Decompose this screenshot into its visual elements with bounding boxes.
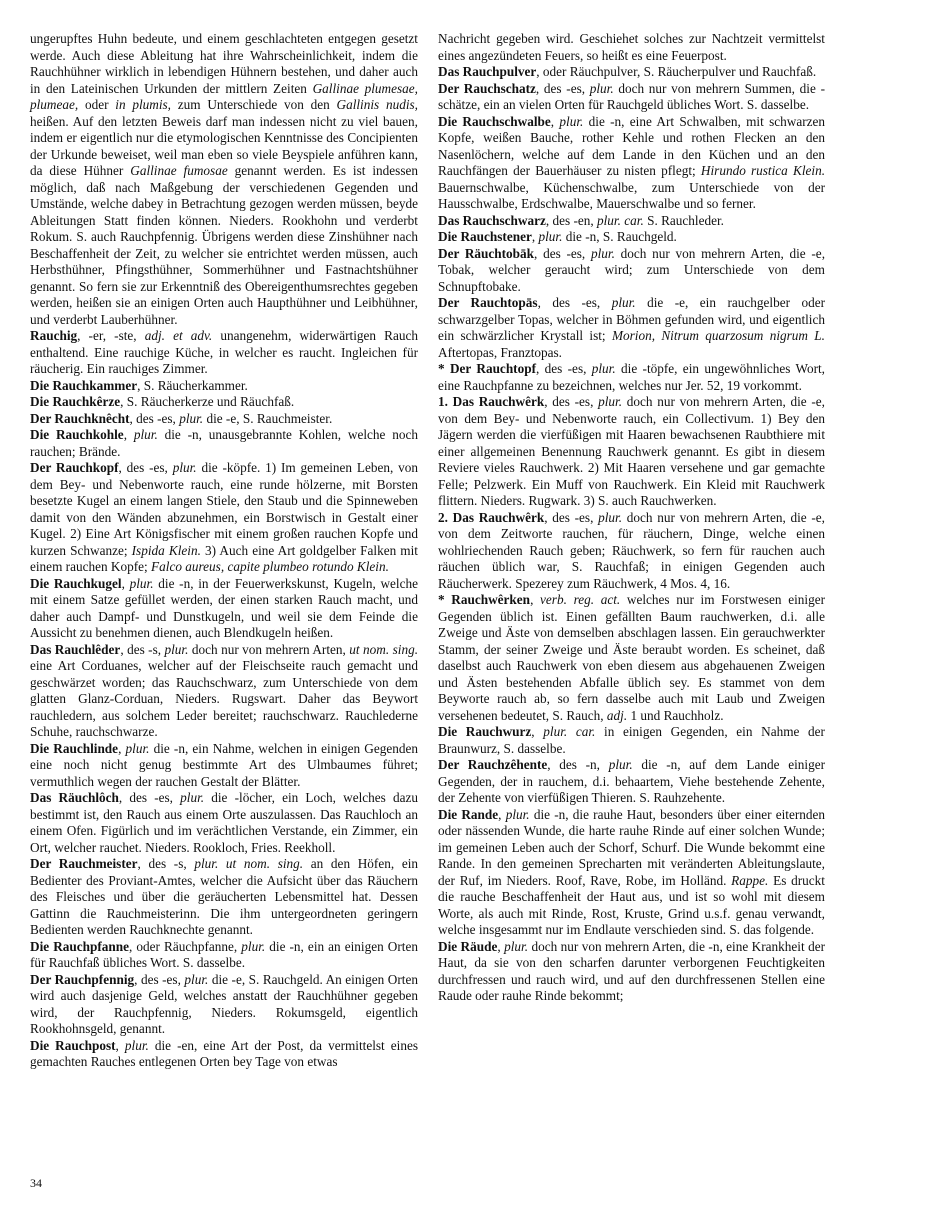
dictionary-entry: * Der Rauchtopf, des -es, plur. die -töpfe, ein ungewöhnliches Wort, eine Rauchpfanne zu bezeichnen, welches nur Jer. 52, 19 vorkommt. (438, 361, 825, 393)
dictionary-entry: Nachricht gegeben wird. Geschiehet solches zur Nachtzeit vermittelst eines angezündeten Feuers, so heißt es eine Feuerpost. (438, 31, 825, 63)
dictionary-entry: Die Rauchkammer, S. Räucherkammer. (30, 377, 248, 393)
dictionary-entry: ungerupftes Huhn bedeute, und einem geschlachteten entgegen gesetzt werde. Auch diese Ableitung hat ihre Wahrscheinlichkeit, indem die Rauchhühner wirklich in lebendigen Hühnern bestehen, und daher auch in den Lateinischen Urkunden der mittlern Zeiten Gallinae plumesae, plumeae, oder in plumis, zum Unterschiede von den Gallinis nudis, heißen. Auf den letzten Beweis darf man indessen nicht zu viel bauen, indem er eigentlich nur die etymologischen Kenntnisse des Concipienten der Urkunde beweiset, weil man eben so viele Beyspiele anführen kann, da diese Hühner Gallinae fumosae genannt werden. Es ist indessen möglich, daß nach Maßgebung der verschiedenen Gegenden und Umstände, welche dabey in Betrachtung gezogen werden müssen, beyde Ableitungen Statt finden können. Nieders. Rookhohn und verderbt Rokum. S. auch Rauchpfennig. Übrigens werden diese Zinshühner nach Beschaffenheit der Zeit, zu welcher sie entrichtet werden müssen, auch Herbsthühner, Pfingsthühner, Sommerhühner und Fastnachtshühner genannt. So fern sie zur Erkenntniß des Obereigenthumsrechtes gegeben werden, heißen sie an einigen Orten auch Haupthühner und Leibhühner, und verderbt Lauberhühner. (30, 31, 419, 327)
left-column (30, 31, 418, 1071)
dictionary-entry: Der Rauchmeister, des -s, plur. ut nom. sing. an den Höfen, ein Bedienter des Proviant-Amtes, welcher die Aufsicht über das Räuchern des Fleisches und über die geräucherten Lebensmittel hat. Dessen Gattinn die Rauchmeisterinn. Die ihm untergeordneten geringern Bedienten werden Rauchknechte genannt. (30, 856, 419, 937)
dictionary-entry: Der Rauchkopf, des -es, plur. die -köpfe. 1) Im gemeinen Leben, von dem Bey- und Nebenworte rauch, eine runde hölzerne, mit Borsten besetzte Kugel an einem langen Stiele, den Staub und die Spinneweben damit von den Wänden abzunehmen, ein Borstwisch in Gestalt einer Kugel. 2) Eine Art Königsfischer mit einem großen rauchen Kopfe und kurzen Schwanze; Ispida Klein. 3) Auch eine Art goldgelber Falken mit einem rauchen Kopfe; Falco aureus, capite plumbeo rotundo Klein. (30, 460, 418, 574)
dictionary-entry: 2. Das Rauchwêrk, des -es, plur. doch nur von mehrern Arten, die -e, von dem Zeitworte rauchen, für räuchern, Dinge, welche einen wohlriechenden Rauch geben; Räuchwerk, so fern für rauchen auch räuchen üblich war, S. Rauchfaß; in einigen Gegenden auch Räucherwerk. Spezerey zum Räuchwerk, 4 Mos. 4, 16. (438, 509, 825, 591)
dictionary-entry: Der Rauchzêhente, des -n, plur. die -n, auf dem Lande einiger Gegenden, der in rauchem, d.i. behaartem, Viehe bestehende Zehente, der Zehente von vierfüßigen Thieren. S. Rauhzehente. (438, 757, 825, 805)
dictionary-entry: Das Räuchlôch, des -es, plur. die -löcher, ein Loch, welches dazu bestimmt ist, den Rauch aus einem Orte auszulassen. Das Rauchloch an einem Ofen. Figürlich und im verächtlichen Verstande, ein Zimmer, ein Ort, welcher rauchet. Nieders. Rookloch, Fries. Reekholl. (30, 790, 418, 855)
dictionary-entry: Die Rande, plur. die -n, die rauhe Haut, besonders über einer eiternden oder nässenden Wunde, die harte rauhe Rinde auf einer solchen Wunde; im gemeinen Leben auch der Schorf, Schurf. Die Wunde bekommt eine Rande. In den gemeinen Sprecharten mit veränderten Ableitungslaute, der Ruf, im Nieders. Roof, Rave, Robe, im Holländ. Rappe. Es druckt die rauche Beschaffenheit der Haut aus, und ist so wohl mit diesem Worte, als auch mit Rinde, Rost, Kruste, Grind u.s.f. genau verwandt, welche insgesammt nur im Endlaute verschieden sind. S. das folgende. (438, 806, 825, 937)
right-column (438, 31, 825, 1005)
dictionary-entry: Das Rauchlêder, des -s, plur. doch nur von mehrern Arten, ut nom. sing. eine Art Corduanes, welcher auf der Fleischseite rauch gemacht und geschwärzet worden; das Rauchschwarz, zum Unterschiede von dem glatten Glanz-Corduan, Nieders. Rugswart. Daher das Beywort rauchledern, aus solchem Leder bereitet; rauchschwarz. Rauchlederne Schuhe, rauchschwarze. (30, 641, 419, 739)
dictionary-entry: Das Rauchschwarz, des -en, plur. car. S. Rauchleder. (438, 212, 724, 228)
dictionary-entry: Das Rauchpulver, oder Räuchpulver, S. Räucherpulver und Rauchfaß. (438, 64, 817, 79)
dictionary-entry: Die Rauchschwalbe, plur. die -n, eine Art Schwalben, mit schwarzen Kopfe, weißen Bauche, rother Kehle und rothen Flecken an den Nasenlöchern, welche auf dem Lande in den Küchen und an den Rauchfängen der Bauerhäuser zu nisten pflegt; Hirundo rustica Klein. Bauernschwalbe, Küchenschwalbe, zum Unterschiede von der Hausschwalbe, Erdschwalbe, Mauerschwalbe und so ferner. (438, 113, 826, 211)
dictionary-entry: Die Rauchlinde, plur. die -n, ein Nahme, welchen in einigen Gegenden eine noch nicht genug bestimmte Art des Ulmbaumes führet; vermuthlich wegen der rauchen Gestalt der Blätter. (30, 740, 418, 789)
dictionary-entry: Die Rauchkohle, plur. die -n, unausgebrannte Kohlen, welche noch rauchen; Brände. (30, 427, 419, 459)
dictionary-entry: 1. Das Rauchwêrk, des -es, plur. doch nur von mehrern Arten, die -e, von dem Bey- und Nebenworte rauch, ein Collectivum. 1) Bey den Jägern werden die vierfüßigen mit Haaren bewachsenen Raubthiere mit einer allgemeinen Benennung Rauchwerk genannt. Es gibt in diesem Reviere vieles Rauchwerk. 2) Mit Haaren versehene und gar gemachte Felle; Pelzwerk. Ein Muff von Rauchwerk. Ein Kleid mit Rauchwerk flittern. Nieders. Rugwark. 3) S. auch Rauchwerken. (438, 394, 825, 508)
dictionary-entry: Der Rauchschatz, des -es, plur. doch nur von mehrern Summen, die -schätze, ein an vielen Orten für Rauchgeld übliches Wort. S. dasselbe. (438, 80, 825, 112)
dictionary-entry: Die Rauchwurz, plur. car. in einigen Gegenden, ein Nahme der Braunwurz, S. dasselbe. (438, 724, 825, 756)
page-number: 34 (30, 1176, 42, 1190)
dictionary-entry: Die Rauchkugel, plur. die -n, in der Feuerwerkskunst, Kugeln, welche mit einem Satze gefüllet werden, der einen starken Rauch macht, und daher auch Dampf- und Dunstkugeln, und weil sie dem Feinde die Aussicht zu benehmen dienen, auch Blendkugeln heißen. (30, 575, 419, 640)
dictionary-entry: Der Räuchtobāk, des -es, plur. doch nur von mehrern Arten, die -e, Tobak, welcher geraucht wird; zum Unterschiede von dem Schnupftobake. (438, 245, 826, 294)
dictionary-entry: Der Rauchknêcht, des -es, plur. die -e, S. Rauchmeister. (30, 410, 333, 426)
dictionary-entry: * Rauchwêrken, verb. reg. act. welches nur im Forstwesen einiger Gegenden üblich ist. Einen gefällten Baum rauchwerken, d.i. alle Zweige und Äste von demselben abschlagen lassen. Ein gerauchwerkter Stamm, der seiner Zweige und Äste beraubt worden. Es scheinet, daß daselbst auch Rauchwerk von eben diesem aus abgehauenen Zweigen und Ästen bestehenden Abfalle üblich sey. Es stammet von dem Beyworte rauch ab, so fern dasselbe auch mit Laub und Zweigen versehenen bedeutet, S. Rauch, adj. 1 und Rauchholz. (438, 592, 826, 723)
dictionary-entry: Der Rauchpfennig, des -es, plur. die -e, S. Rauchgeld. An einigen Orten wird auch dasjenige Geld, welches anstatt der Rauchhühner gegeben wird, der Rauchpfennig, Nieders. Rokumsgeld, eigentlich Rookhohnsgeld, genannt. (30, 971, 418, 1036)
dictionary-entry: Die Räude, plur. doch nur von mehrern Arten, die -n, eine Krankheit der Haut, da sie von den scharfen darunter verborgenen Feuchtigkeiten durchfressen und rauch wird, und auf den durchfressenen Stellen eine Raude oder rauhe Rinde bekommt; (438, 938, 825, 1003)
dictionary-entry: Die Rauchstener, plur. die -n, S. Rauchgeld. (438, 229, 677, 244)
dictionary-entry: Der Rauchtopās, des -es, plur. die -e, ein rauchgelber oder schwarzgelber Topas, welcher in Böhmen gefunden wird, und eigentlich ein schwärzlicher Krystall ist; Morion, Nitrum quarzosum nigrum L. Aftertopas, Franztopas. (438, 295, 825, 360)
dictionary-entry: Rauchig, -er, -ste, adj. et adv. unangenehm, widerwärtigen Rauch enthaltend. Eine rauchige Küche, in welcher es raucht. Ingleichen für räucherig. Ein rauchiges Zimmer. (30, 328, 418, 376)
dictionary-entry: Die Rauchpost, plur. die -en, eine Art der Post, da vermittelst eines gemachten Rauches entlegenen Orten bey Tage von etwas (30, 1037, 418, 1069)
dictionary-entry: Die Rauchkêrze, S. Räucherkerze und Räuchfaß. (30, 394, 295, 409)
dictionary-entry: Die Rauchpfanne, oder Räuchpfanne, plur. die -n, ein an einigen Orten für Rauchfaß übliches Wort. S. dasselbe. (30, 938, 418, 970)
